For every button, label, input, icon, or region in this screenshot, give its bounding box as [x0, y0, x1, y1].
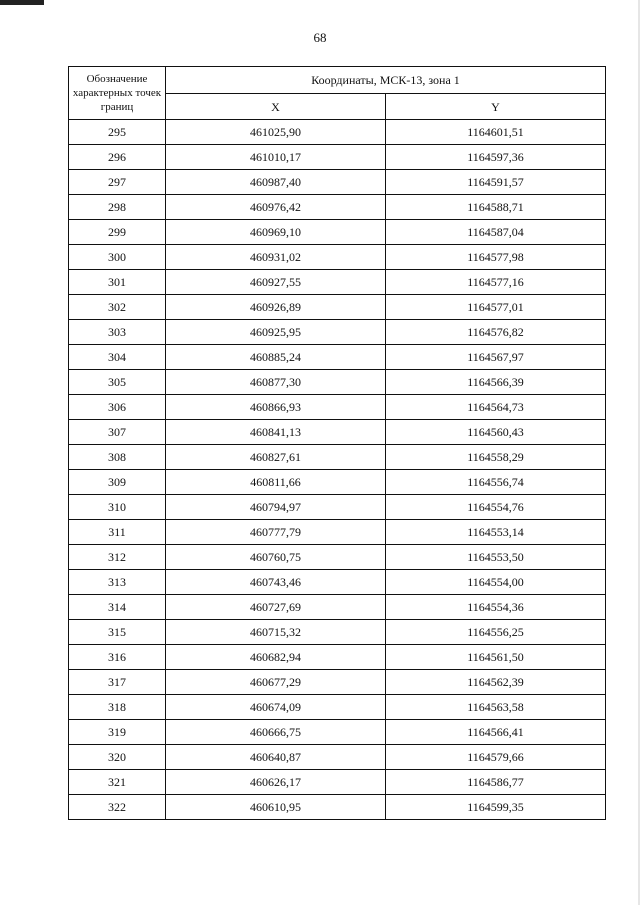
point-cell: 320 — [69, 745, 166, 770]
x-cell: 460682,94 — [166, 645, 386, 670]
x-cell: 460877,30 — [166, 370, 386, 395]
x-cell: 460931,02 — [166, 245, 386, 270]
x-cell: 460626,17 — [166, 770, 386, 795]
table-row — [69, 545, 606, 570]
x-cell: 460794,97 — [166, 495, 386, 520]
y-cell: 1164566,41 — [386, 720, 606, 745]
x-cell: 460610,95 — [166, 795, 386, 820]
table-row — [69, 795, 606, 820]
x-cell: 461010,17 — [166, 145, 386, 170]
point-cell: 300 — [69, 245, 166, 270]
x-cell: 460677,29 — [166, 670, 386, 695]
x-cell: 460727,69 — [166, 595, 386, 620]
table-row — [69, 420, 606, 445]
table-row — [69, 570, 606, 595]
point-cell: 321 — [69, 770, 166, 795]
x-cell: 460885,24 — [166, 345, 386, 370]
table-row — [69, 695, 606, 720]
y-cell: 1164566,39 — [386, 370, 606, 395]
point-cell: 311 — [69, 520, 166, 545]
y-cell: 1164588,71 — [386, 195, 606, 220]
y-cell: 1164597,36 — [386, 145, 606, 170]
y-cell: 1164563,58 — [386, 695, 606, 720]
point-cell: 303 — [69, 320, 166, 345]
x-cell: 460777,79 — [166, 520, 386, 545]
point-cell: 314 — [69, 595, 166, 620]
table-row — [69, 645, 606, 670]
point-cell: 301 — [69, 270, 166, 295]
table-row — [69, 170, 606, 195]
point-cell: 295 — [69, 120, 166, 145]
y-cell: 1164554,76 — [386, 495, 606, 520]
x-cell: 460715,32 — [166, 620, 386, 645]
point-cell: 308 — [69, 445, 166, 470]
table-row — [69, 720, 606, 745]
point-cell: 302 — [69, 295, 166, 320]
y-cell: 1164553,50 — [386, 545, 606, 570]
y-cell: 1164567,97 — [386, 345, 606, 370]
point-cell: 299 — [69, 220, 166, 245]
table-row — [69, 770, 606, 795]
point-cell: 319 — [69, 720, 166, 745]
point-cell: 297 — [69, 170, 166, 195]
point-cell: 296 — [69, 145, 166, 170]
point-cell: 305 — [69, 370, 166, 395]
table-row — [69, 295, 606, 320]
point-cell: 318 — [69, 695, 166, 720]
y-cell: 1164591,57 — [386, 170, 606, 195]
table-row — [69, 670, 606, 695]
point-cell: 304 — [69, 345, 166, 370]
y-cell: 1164556,25 — [386, 620, 606, 645]
y-cell: 1164558,29 — [386, 445, 606, 470]
point-cell: 306 — [69, 395, 166, 420]
point-cell: 298 — [69, 195, 166, 220]
point-cell: 307 — [69, 420, 166, 445]
table-row — [69, 245, 606, 270]
y-column-header: Y — [386, 94, 606, 120]
y-cell: 1164577,98 — [386, 245, 606, 270]
y-cell: 1164554,36 — [386, 595, 606, 620]
x-cell: 460666,75 — [166, 720, 386, 745]
x-cell: 460976,42 — [166, 195, 386, 220]
page-number: 68 — [313, 30, 327, 45]
table-row — [69, 520, 606, 545]
y-cell: 1164562,39 — [386, 670, 606, 695]
coords-group-header: Координаты, МСК-13, зона 1 — [166, 67, 606, 94]
x-cell: 460969,10 — [166, 220, 386, 245]
x-cell: 460674,09 — [166, 695, 386, 720]
y-cell: 1164577,16 — [386, 270, 606, 295]
table-row — [69, 220, 606, 245]
x-cell: 460743,46 — [166, 570, 386, 595]
x-cell: 460925,95 — [166, 320, 386, 345]
point-cell: 309 — [69, 470, 166, 495]
point-label-header: Обозначение характерных точек границ — [69, 67, 166, 120]
x-cell: 460760,75 — [166, 545, 386, 570]
x-cell: 460640,87 — [166, 745, 386, 770]
x-cell: 460987,40 — [166, 170, 386, 195]
y-cell: 1164556,74 — [386, 470, 606, 495]
x-cell: 460841,13 — [166, 420, 386, 445]
table-body — [69, 120, 606, 820]
table-row — [69, 370, 606, 395]
y-cell: 1164560,43 — [386, 420, 606, 445]
table-row — [69, 345, 606, 370]
scan-corner-mark — [0, 0, 44, 5]
point-cell: 317 — [69, 670, 166, 695]
table-row — [69, 495, 606, 520]
point-cell: 315 — [69, 620, 166, 645]
y-cell: 1164577,01 — [386, 295, 606, 320]
x-cell: 460926,89 — [166, 295, 386, 320]
y-cell: 1164553,14 — [386, 520, 606, 545]
x-column-header: X — [166, 94, 386, 120]
table-row — [69, 470, 606, 495]
y-cell: 1164576,82 — [386, 320, 606, 345]
point-cell: 312 — [69, 545, 166, 570]
table-row — [69, 595, 606, 620]
table-row — [69, 745, 606, 770]
table-row — [69, 195, 606, 220]
table-row — [69, 120, 606, 145]
coordinates-table — [68, 66, 606, 820]
y-cell: 1164601,51 — [386, 120, 606, 145]
point-cell: 313 — [69, 570, 166, 595]
point-cell: 316 — [69, 645, 166, 670]
point-cell: 322 — [69, 795, 166, 820]
y-cell: 1164599,35 — [386, 795, 606, 820]
x-cell: 460811,66 — [166, 470, 386, 495]
table-row — [69, 320, 606, 345]
y-cell: 1164554,00 — [386, 570, 606, 595]
y-cell: 1164564,73 — [386, 395, 606, 420]
x-cell: 460827,61 — [166, 445, 386, 470]
table-row — [69, 445, 606, 470]
x-cell: 460866,93 — [166, 395, 386, 420]
y-cell: 1164579,66 — [386, 745, 606, 770]
table-row — [69, 395, 606, 420]
y-cell: 1164587,04 — [386, 220, 606, 245]
x-cell: 460927,55 — [166, 270, 386, 295]
table-row — [69, 145, 606, 170]
point-cell: 310 — [69, 495, 166, 520]
y-cell: 1164586,77 — [386, 770, 606, 795]
table-row — [69, 270, 606, 295]
x-cell: 461025,90 — [166, 120, 386, 145]
y-cell: 1164561,50 — [386, 645, 606, 670]
table-row — [69, 620, 606, 645]
